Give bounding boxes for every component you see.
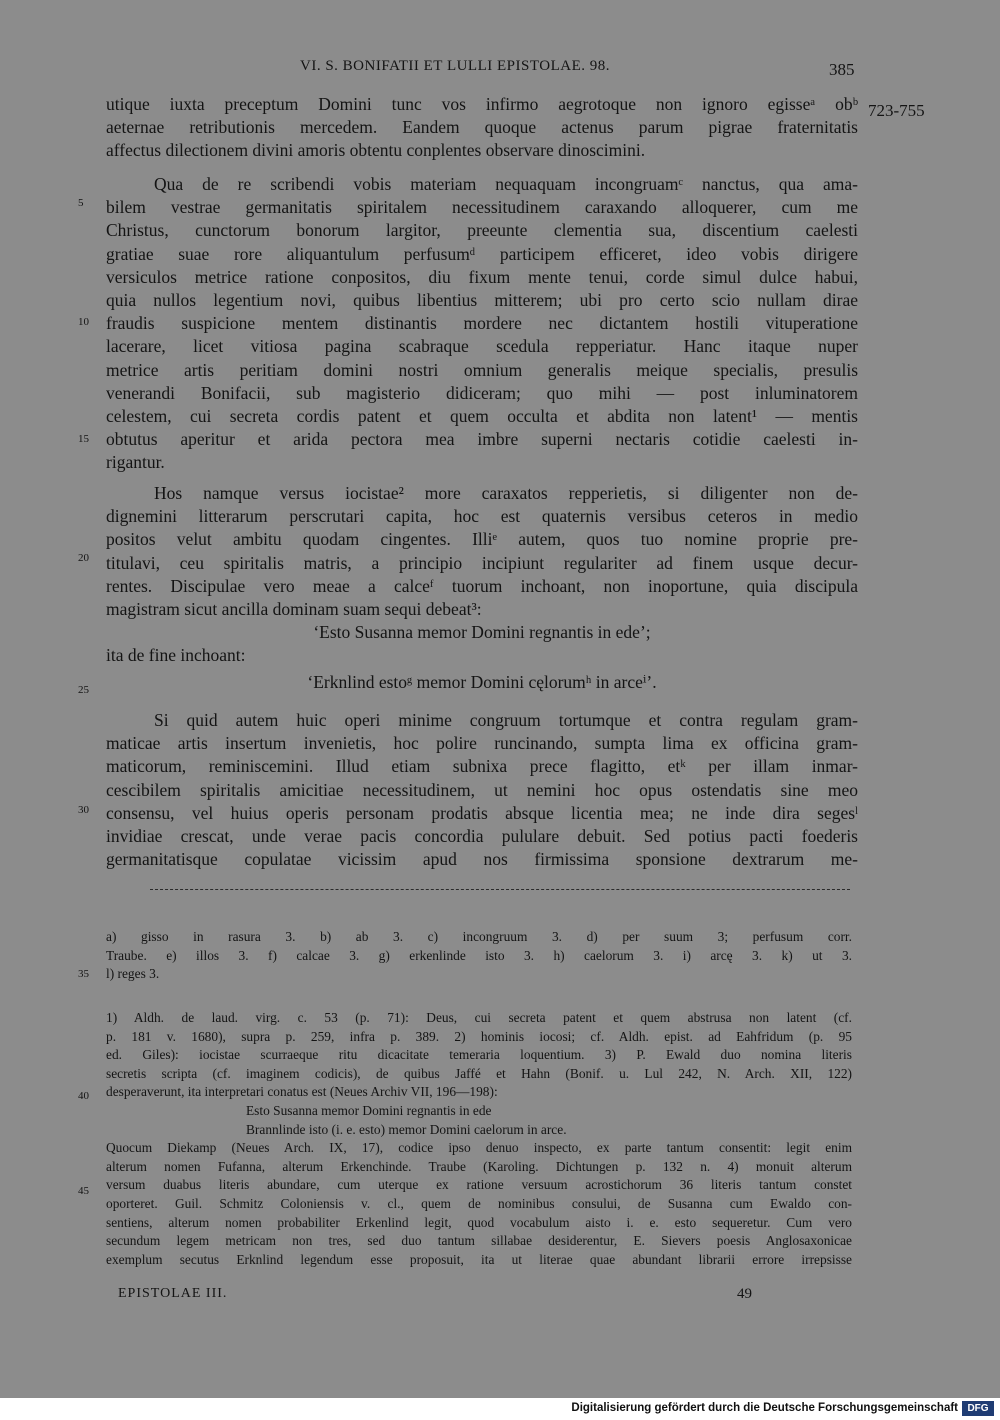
line-number: 10	[78, 316, 89, 328]
text-line: affectus dilectionem divini amoris obtentu conplentes observare dinoscimini.	[106, 140, 646, 161]
text-line: rentes. Discipulae vero meae a calceᶠ tuorum inchoant, non inoportune, quia discipula	[106, 575, 858, 596]
note-line: 1) Aldh. de laud. virg. c. 53 (p. 71): Deus, cui secreta patent et quem abstrusa non latent (cf.	[106, 1010, 852, 1025]
text-line: dignemini litterarum perscrutari capita, hoc est quaternis versibus ceteros in medio	[106, 506, 858, 527]
note-line: secundum legem metricam non tres, sed duo tantum sillabae desiderentur, E. Sievers poesis Anglosaxonicae	[106, 1233, 852, 1249]
note-line: secretis scripta (cf. imaginem codicis), de quibus Jaffé et Hahn (Bonif. u. Lul 242, N. Arch. XII, 122)	[106, 1065, 852, 1081]
note-line: desperaverunt, ita interpretari conatus est (Neues Archiv VII, 196—198):	[106, 1084, 498, 1100]
main-text-paragraph-4	[106, 709, 858, 871]
text-line: utique iuxta preceptum Domini tunc vos infirmo aegrotoque non ignoro egisseᵃ obᵇ	[106, 94, 858, 114]
text-line: venerandi Bonifacii, sub magisterio didiceram; quo mihi — post inluminatorem	[106, 382, 858, 403]
line-number: 40	[78, 1090, 89, 1102]
note-line: versum duabus literis abundare, cum uterque ex ratione versuum acrostichorum 36 literis tantum constet	[106, 1177, 852, 1193]
text-line: fraudis suspicione mentem distinantis mordere nec dictantem hostili vituperatione	[106, 313, 858, 334]
note-line: alterum nomen Fufanna, alterum Erkenchinde. Traube (Karoling. Dichtungen p. 132 n. 4) monuit alterum	[106, 1158, 852, 1174]
note-line: oporteret. Guil. Schmitz Coloniensis v. cl., quem de nominibus consului, de Susanna cum Ewaldo con-	[106, 1195, 852, 1211]
apparatus-line: a) gisso in rasura 3. b) ab 3. c) incongruum 3. d) per suum 3; perfusum corr.	[106, 929, 852, 944]
text-line: titulavi, ceu spiritalis matris, a principio incipiunt regulariter ad finem usque decur-	[106, 552, 858, 573]
line-number: 15	[78, 433, 89, 445]
critical-apparatus	[106, 928, 852, 984]
text-line: maticorum, reminiscemini. Illud etiam subnixa prece flagitto, etᵏ per illam inmar-	[106, 756, 858, 777]
text-line: ita de fine inchoant:	[106, 645, 246, 666]
page-number: 385	[829, 60, 855, 79]
text-line: obtutus aperitur et arida pectora mea imbre superni nectaris cotidie caelesti in-	[106, 429, 858, 450]
line-number: 20	[78, 552, 89, 564]
text-line: maticae artis insertum invenietis, hoc polire runcinando, sumpta lima ex officina gram-	[106, 733, 858, 754]
main-text-paragraph-3	[106, 482, 858, 694]
apparatus-line: l) reges 3.	[106, 966, 160, 982]
text-line: metrice artis peritiam domini nostri omnium generalis meique specialis, presulis	[106, 359, 858, 380]
text-line: quia nullos legentium novi, quibus libentius mitterem; ubi pro certo scio nullam dirae	[106, 289, 858, 310]
note-quote-line: Esto Susanna memor Domini regnantis in ede	[246, 1102, 492, 1118]
note-line: p. 181 v. 1680), supra p. 259, infra p. 389. 2) hominis iocosi; cf. Aldh. epist. ad Eahfridum (p. 95	[106, 1028, 852, 1044]
text-line: cescibilem spiritalis amicitiae necessitudinem, ut nemini hoc opus ostendatis sine meo	[106, 779, 858, 800]
text-line: magistram sicut ancilla dominam suam sequi debeat³:	[106, 598, 482, 619]
footnote-separator	[150, 889, 850, 890]
verse-line: ‘Esto Susanna memor Domini regnantis in ede’;	[313, 622, 651, 643]
signature-mark: EPISTOLAE III.	[118, 1286, 228, 1301]
text-line: Qua de re scribendi vobis materiam nequaquam incongruamᶜ nanctus, qua ama-	[154, 174, 858, 194]
signature-number: 49	[737, 1286, 752, 1302]
running-title: VI. S. BONIFATII ET LULLI EPISTOLAE. 98.	[300, 58, 610, 74]
explanatory-notes	[106, 1009, 852, 1269]
text-line: aeternae retributionis mercedem. Eandem quoque actenus parum pigrae fraternitatis	[106, 117, 858, 138]
text-line: positos velut ambitu quodam cingentes. Illiᵉ autem, quos tuo nomine proprie pre-	[106, 529, 858, 550]
note-line: Quocum Diekamp (Neues Arch. IX, 17), codice ipso denuo inspecto, ex parte tantum consentit: legit enim	[106, 1140, 852, 1156]
text-line: bilem vestrae germanitatis spiritalem necessitudinem caraxando alloquerer, cum me	[106, 197, 858, 218]
margin-date: 723-755	[868, 101, 925, 120]
digitization-footer	[0, 1398, 1000, 1420]
text-line: celestem, cui secreta cordis patent et quem occulta et abdita non latent¹ — mentis	[106, 405, 858, 426]
verse-line: ‘Erknlind estoᵍ memor Domini cęlorumʰ in arceⁱ’.	[307, 671, 657, 692]
line-number: 45	[78, 1185, 89, 1197]
text-line: germanitatisque copulatae vicissim apud nos firmissima sponsione dextrarum me-	[106, 849, 858, 870]
main-text-paragraph-1	[106, 93, 858, 163]
text-line: Christus, cunctorum bonorum largitor, preeunte clementia sua, discentium caelesti	[106, 220, 858, 241]
dfg-logo: DFG	[962, 1401, 994, 1416]
note-quote-line: Brannlinde isto (i. e. esto) memor Domini caelorum in arce.	[246, 1121, 567, 1137]
text-line: lacerare, licet vitiosa pagina scabraque scedula repperiatur. Hanc itaque nuper	[106, 336, 858, 357]
text-line: invidiae crescat, unde verae pacis concordia pululare debuit. Sed potius pacti foederis	[106, 825, 858, 846]
text-line: rigantur.	[106, 452, 165, 473]
text-line: gratiae suae rore aliquantulum perfusumᵈ participem efficeret, ideo vobis dirigere	[106, 243, 858, 264]
text-line: versiculos metrice ratione conpositos, diu fixum mente tenui, corde simul dulce habui,	[106, 266, 858, 287]
line-number: 25	[78, 684, 89, 696]
note-line: sentiens, alterum nomen probabiliter Erkenlind legit, quod vocabulum aisto i. e. esto sequeretur. Cum vero	[106, 1214, 852, 1230]
text-line: consensu, vel huius operis personam prodatis absque licentia mea; ne inde dira segesˡ	[106, 802, 858, 823]
line-number: 5	[78, 197, 84, 209]
line-number: 35	[78, 968, 89, 980]
text-line: Hos namque versus iocistae² more caraxatos repperietis, si diligenter non de-	[154, 483, 858, 503]
note-line: ed. Giles): iocistae scurraeque ritu dicacitate temeraria loquentium. 3) P. Ewald duo nomina literis	[106, 1047, 852, 1063]
note-line: exemplum secutus Erknlind legendum esse proposuit, ita ut literae quae abundant librarii errore irrepsisse	[106, 1251, 852, 1267]
line-number: 30	[78, 804, 89, 816]
main-text-paragraph-2	[106, 173, 858, 474]
apparatus-line: Traube. e) illos 3. f) calcae 3. g) erkenlinde isto 3. h) caelorum 3. i) arcę 3. k) ut 3.	[106, 947, 852, 963]
digitization-note: Digitalisierung gefördert durch die Deutsche Forschungsgemeinschaft	[571, 1402, 958, 1414]
text-line: Si quid autem huic operi minime congruum tortumque et contra regulam gram-	[154, 710, 858, 730]
